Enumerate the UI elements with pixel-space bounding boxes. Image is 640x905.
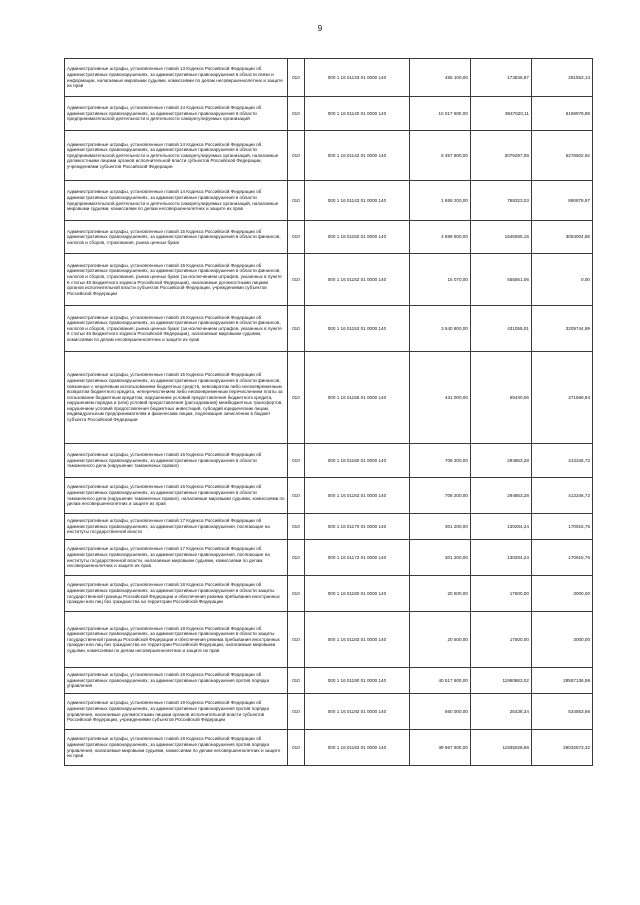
row-approved-amount: 20 500,00 (409, 612, 470, 668)
row-executed-amount: 173846,87 (470, 59, 531, 97)
table-row (65, 97, 593, 131)
row-unexecuted-amount: 371569,94 (531, 352, 592, 444)
row-unexecuted-amount: 413346,72 (531, 478, 592, 514)
row-approved-amount: 560 000,00 (409, 694, 470, 730)
row-classification-code: 000 1 16 01173 01 0000 140 (305, 540, 410, 576)
table-row (65, 668, 593, 694)
row-unexecuted-amount: 170915,76 (531, 540, 592, 576)
row-executed-amount: 130284,24 (470, 514, 531, 540)
row-approved-amount: 8 357 800,00 (409, 131, 470, 181)
row-description: Административные штрафы, установленные главой 19 Кодекса Российской Федерации об административных правонарушениях, за административные правонарушения против порядка управления, налагаемые мировыми судьями, комиссиями по делам несовершеннолетних и защите их прав (65, 730, 288, 766)
row-approved-amount: 39 967 600,00 (409, 730, 470, 766)
row-executed-amount: 768323,03 (470, 181, 531, 221)
row-unexecuted-amount: 170915,76 (531, 514, 592, 540)
table-row (65, 478, 593, 514)
row-description: Административные штрафы, установленные главой 18 Кодекса Российской Федерации об административных правонарушениях, за административные правонарушения в области защиты государственной границы Российской Федерации и обеспечения режима пребывания иностранных граждан или лиц без гражданства на территории Российской Федерации, налагаемые мировыми судьями, комиссиями по делам несовершеннолетних и защите их прав (65, 612, 288, 668)
row-executed-amount: 17500,00 (470, 576, 531, 612)
row-approved-amount: 455 100,00 (409, 59, 470, 97)
revenue-table-body (65, 59, 593, 766)
row-description: Административные штрафы, установленные главой 17 Кодекса Российской Федерации об административных правонарушениях, за административные правонарушения, посягающие на институты государственной власти (65, 514, 288, 540)
table-row (65, 514, 593, 540)
table-row (65, 612, 593, 668)
row-executed-amount: 11960863,02 (470, 668, 531, 694)
row-line-code: 010 (287, 514, 304, 540)
row-classification-code: 000 1 16 01155 01 0000 140 (305, 352, 410, 444)
row-approved-amount: 4 698 600,00 (409, 221, 470, 254)
table-row (65, 540, 593, 576)
row-line-code: 010 (287, 612, 304, 668)
row-unexecuted-amount: 6169979,89 (531, 97, 592, 131)
row-classification-code: 000 1 16 01152 01 0000 140 (305, 254, 410, 306)
row-executed-amount: 431055,01 (470, 306, 531, 352)
row-unexecuted-amount: 281553,13 (531, 59, 592, 97)
row-unexecuted-amount: 0,00 (531, 254, 592, 306)
revenue-table (64, 58, 593, 766)
row-classification-code: 000 1 16 01163 01 0000 140 (305, 478, 410, 514)
row-classification-code: 000 1 16 01153 01 0000 140 (305, 306, 410, 352)
row-approved-amount: 10 017 600,00 (409, 97, 470, 131)
table-row (65, 576, 593, 612)
row-executed-amount: 17500,00 (470, 612, 531, 668)
row-description: Административные штрафы, установленные главой 16 Кодекса Российской Федерации об административных правонарушениях, за административные правонарушения в области таможенного дела (нарушение таможенных правил), налагаемые мировыми судьями, комиссиями по делам несовершеннолетних и защите их прав (65, 478, 288, 514)
row-description: Административные штрафы, установленные главой 15 Кодекса Российской Федерации об административных правонарушениях, за административные правонарушения в области финансов, связанные с нецелевым использованием бюджетных средств, невозвратом либо несвоевременным возвратом бюджетного кредита, неперечислением либо несвоевременным перечислением платы за пользование бюджетным кредитом, нарушением условий предоставления бюджетного кредита, нарушением порядка и (или) условий предоставления (расходования) межбюджетных трансфертов, нарушением условий предоставления бюджетных инвестиций, субсидий юридическим лицам, индивидуальным предпринимателям и физическим лицам, подлежащие зачислению в бюджет субъекта Российской Федерации (65, 352, 288, 444)
row-unexecuted-amount: 3209744,99 (531, 306, 592, 352)
row-executed-amount: 25438,34 (470, 694, 531, 730)
row-executed-amount: 3079297,08 (470, 131, 531, 181)
row-description: Административные штрафы, установленные главой 13 Кодекса Российской Федерации об административных правонарушениях, за административные правонарушения в области связи и информации, налагаемые мировыми судьями, комиссиями по делам несовершеннолетних и защите их прав (65, 59, 288, 97)
row-unexecuted-amount: 28557136,98 (531, 668, 592, 694)
row-line-code: 010 (287, 306, 304, 352)
row-approved-amount: 15 070,00 (409, 254, 470, 306)
row-executed-amount: 59430,06 (470, 352, 531, 444)
row-description: Административные штрафы, установленные главой 17 Кодекса Российской Федерации об административных правонарушениях, за административные правонарушения, посягающие на институты государственной власти, налагаемые мировыми судьями, комиссиями по делам несовершеннолетних и защите их прав (65, 540, 288, 576)
row-approved-amount: 708 200,00 (409, 444, 470, 478)
row-description: Административные штрафы, установленные главой 14 Кодекса Российской Федерации об административных правонарушениях, за административные правонарушения в области предпринимательской деятельности и деятельности саморегулируемых организаций, налагаемые должностными лицами органов исполнительной власти субъектов Российской Федерации, учреждениями субъектов Российской Федерации (65, 131, 288, 181)
table-row (65, 306, 593, 352)
row-classification-code: 000 1 16 01140 01 0000 140 (305, 97, 410, 131)
table-row (65, 221, 593, 254)
row-description: Административные штрафы, установленные главой 15 Кодекса Российской Федерации об административных правонарушениях, за административные правонарушения в области финансов, налогов и сборов, страхования, рынка ценных бумаг (за исключением штрафов, указанных в пункте 6 статьи 46 Бюджетного кодекса Российской Федерации), налагаемые мировыми судьями, комиссиями по делам несовершеннолетних и защите их прав (65, 306, 288, 352)
row-classification-code: 000 1 16 01183 01 0000 140 (305, 612, 410, 668)
row-executed-amount: 1645595,15 (470, 221, 531, 254)
table-row (65, 694, 593, 730)
row-classification-code: 000 1 16 01133 01 0000 140 (305, 59, 410, 97)
table-row (65, 730, 593, 766)
row-approved-amount: 301 200,00 (409, 514, 470, 540)
row-approved-amount: 431 000,00 (409, 352, 470, 444)
row-classification-code: 000 1 16 01170 01 0000 140 (305, 514, 410, 540)
row-line-code: 010 (287, 254, 304, 306)
row-unexecuted-amount: 3000,00 (531, 576, 592, 612)
row-classification-code: 000 1 16 01143 01 0000 140 (305, 181, 410, 221)
row-approved-amount: 20 500,00 (409, 576, 470, 612)
row-line-code: 010 (287, 540, 304, 576)
table-row (65, 444, 593, 478)
row-description: Административные штрафы, установленные главой 16 Кодекса Российской Федерации об административных правонарушениях, за административные правонарушения в области таможенного дела (нарушение таможенных правил) (65, 444, 288, 478)
row-approved-amount: 708 200,00 (409, 478, 470, 514)
row-unexecuted-amount: 28032573,32 (531, 730, 592, 766)
row-line-code: 010 (287, 694, 304, 730)
table-row (65, 181, 593, 221)
row-line-code: 010 (287, 131, 304, 181)
table-row (65, 59, 593, 97)
row-executed-amount: 294853,28 (470, 444, 531, 478)
row-line-code: 010 (287, 576, 304, 612)
row-unexecuted-amount: 413346,72 (531, 444, 592, 478)
row-approved-amount: 1 659 200,00 (409, 181, 470, 221)
table-row (65, 352, 593, 444)
row-approved-amount: 301 200,00 (409, 540, 470, 576)
row-description: Административные штрафы, установленные главой 15 Кодекса Российской Федерации об административных правонарушениях, за административные правонарушения в области финансов, налогов и сборов, страхования, рынка ценных бумаг (за исключением штрафов, указанных в пункте 6 статьи 46 Бюджетного кодекса Российской Федерации), налагаемые должностными лицами органов исполнительной власти субъектов Российской Федерации, учреждениями субъектов Российской Федерации (65, 254, 288, 306)
row-classification-code: 000 1 16 01180 01 0000 140 (305, 576, 410, 612)
row-approved-amount: 40 517 600,00 (409, 668, 470, 694)
row-executed-amount: 3847620,11 (470, 97, 531, 131)
row-line-code: 010 (287, 221, 304, 254)
row-classification-code: 000 1 16 01160 01 0000 140 (305, 444, 410, 478)
row-line-code: 010 (287, 97, 304, 131)
row-line-code: 010 (287, 59, 304, 97)
table-row (65, 254, 593, 306)
row-classification-code: 000 1 16 01190 01 0000 140 (305, 668, 410, 694)
row-line-code: 010 (287, 444, 304, 478)
row-description: Административные штрафы, установленные главой 19 Кодекса Российской Федерации об административных правонарушениях, за административные правонарушения против порядка управления, налагаемые должностными лицами органов исполнительной власти субъектов Российской Федерации, учреждениями субъектов Российской Федерации (65, 694, 288, 730)
row-executed-amount: 555561,06 (470, 254, 531, 306)
row-description: Административные штрафы, установленные главой 14 Кодекса Российской Федерации об административных правонарушениях, за административные правонарушения в области предпринимательской деятельности и деятельности саморегулируемых организаций (65, 97, 288, 131)
row-executed-amount: 130284,24 (470, 540, 531, 576)
row-unexecuted-amount: 3053004,85 (531, 221, 592, 254)
row-line-code: 010 (287, 478, 304, 514)
row-line-code: 010 (287, 668, 304, 694)
row-executed-amount: 11935028,68 (470, 730, 531, 766)
row-unexecuted-amount: 5278502,92 (531, 131, 592, 181)
row-description: Административные штрафы, установленные главой 19 Кодекса Российской Федерации об административных правонарушениях, за административные правонарушения против порядка управления (65, 668, 288, 694)
row-classification-code: 000 1 16 01192 01 0000 140 (305, 694, 410, 730)
row-unexecuted-amount: 534563,66 (531, 694, 592, 730)
row-classification-code: 000 1 16 01150 01 0000 140 (305, 221, 410, 254)
row-description: Административные штрафы, установленные главой 14 Кодекса Российской Федерации об административных правонарушениях, за административные правонарушения в области предпринимательской деятельности и деятельности саморегулируемых организаций, налагаемые мировыми судьями, комиссиями по делам несовершеннолетних и защите их прав (65, 181, 288, 221)
row-description: Административные штрафы, установленные главой 15 Кодекса Российской Федерации об административных правонарушениях, за административные правонарушения в области финансов, налогов и сборов, страхования, рынка ценных бумаг (65, 221, 288, 254)
row-executed-amount: 294853,28 (470, 478, 531, 514)
table-row (65, 131, 593, 181)
row-line-code: 010 (287, 181, 304, 221)
row-approved-amount: 3 640 800,00 (409, 306, 470, 352)
row-description: Административные штрафы, установленные главой 18 Кодекса Российской Федерации об административных правонарушениях, за административные правонарушения в области защиты государственной границы Российской Федерации и обеспечения режима пребывания иностранных граждан или лиц без гражданства на территории Российской Федерации (65, 576, 288, 612)
row-line-code: 010 (287, 352, 304, 444)
row-classification-code: 000 1 16 01193 01 0000 140 (305, 730, 410, 766)
row-unexecuted-amount: 890876,97 (531, 181, 592, 221)
row-line-code: 010 (287, 730, 304, 766)
row-unexecuted-amount: 3000,00 (531, 612, 592, 668)
row-classification-code: 000 1 16 01142 01 0000 140 (305, 131, 410, 181)
page-number: 9 (317, 24, 323, 33)
